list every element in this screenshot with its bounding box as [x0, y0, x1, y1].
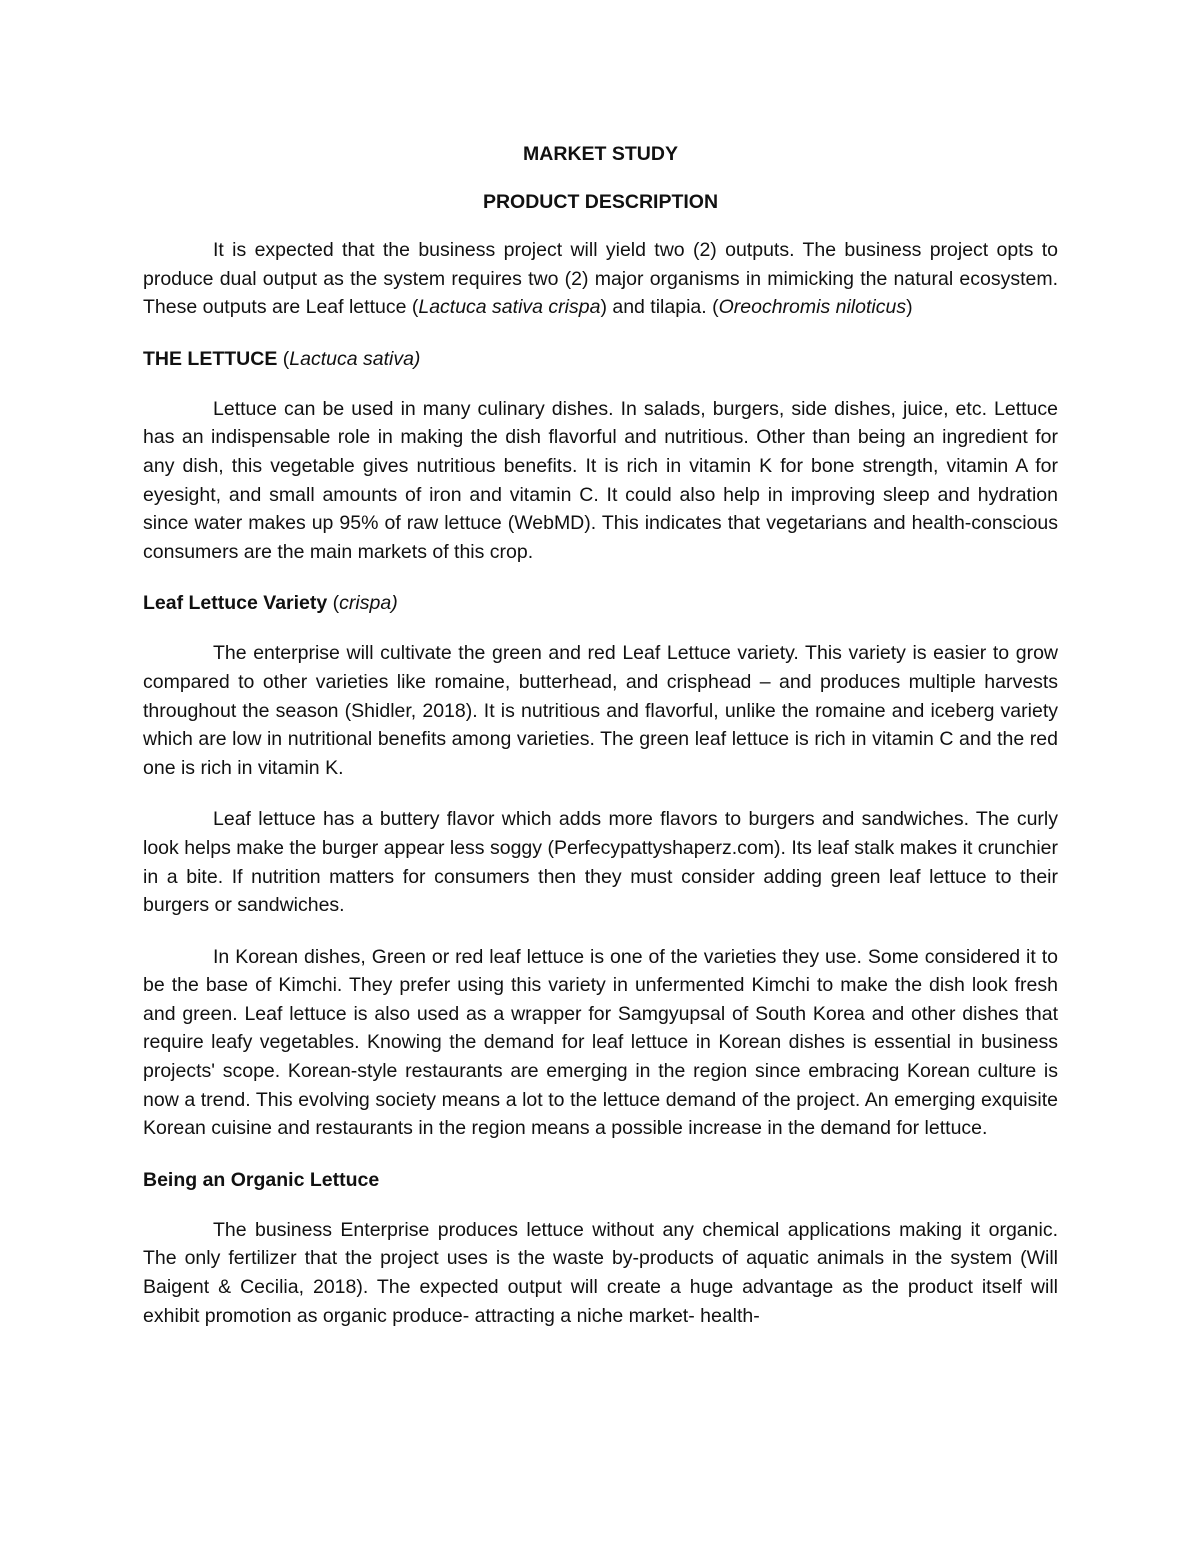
leaf-variety-paragraph-3: In Korean dishes, Green or red leaf lettuce is one of the varieties they use. Some considered it to be the base of Kimchi. They prefer using this variety in unfermented Kimchi to make the dish look fresh and green. Leaf lettuce is also used as a wrapper for Samgyupsal of South Korea and other dishes that require leafy vegetables. Knowing the demand for leaf lettuce in Korean dishes is essential in business projects' scope. Korean-style restaurants are emerging in the region since embracing Korean culture is now a trend. This evolving society means a lot to the lettuce demand of the project. An emerging exquisite Korean cuisine and restaurants in the region means a possible increase in the demand for lettuce. [143, 945, 1058, 1140]
heading-the-lettuce-italic: Lactuca sativa) [289, 347, 421, 370]
document-title: MARKET STUDY [523, 143, 678, 165]
section-title-product-description: PRODUCT DESCRIPTION [482, 191, 719, 213]
heading-the-lettuce-paren: ( [277, 347, 290, 370]
heading-leaf-lettuce-italic: crispa) [339, 592, 398, 615]
heading-leaf-lettuce-bold: Leaf Lettuce Variety [143, 592, 328, 615]
intro-text-2: ) and tilapia. ( [600, 296, 719, 319]
heading-organic-lettuce [143, 1166, 1058, 1194]
intro-text-3: ) [906, 296, 913, 319]
leaf-variety-paragraph-1: The enterprise will cultivate the green and red Leaf Lettuce variety. This variety is easier to grow compared to other varieties like romaine, butterhead, and crisphead – and produces multiple harvests throughout the season (Shidler, 2018). It is nutritious and flavorful, unlike the romaine and iceberg variety which are low in nutritional benefits among varieties. The green leaf lettuce is rich in vitamin C and the red one is rich in vitamin K. [143, 642, 1058, 779]
heading-leaf-lettuce-variety [143, 589, 1058, 617]
intro-text-1: It is expected that the business project will yield two (2) outputs. The business project opts to produce dual output as the system requires two (2) major organisms in mimicking the natural ecosystem. These outputs are Leaf lettuce ( [143, 239, 1058, 319]
heading-the-lettuce-bold: THE LETTUCE [143, 347, 278, 370]
intro-species-lettuce: Lactuca sativa crispa [418, 296, 601, 319]
lettuce-paragraph: Lettuce can be used in many culinary dishes. In salads, burgers, side dishes, juice, etc. Lettuce has an indispensable role in making the dish flavorful and nutritious. Other than being an ingredient for any dish, this vegetable gives nutritious benefits. It is rich in vitamin K for bone strength, vitamin A for eyesight, and small amounts of iron and vitamin C. It could also help in improving sleep and hydration since water makes up 95% of raw lettuce (WebMD). This indicates that vegetarians and health-conscious consumers are the main markets of this crop. [143, 397, 1058, 563]
heading-the-lettuce [143, 345, 1058, 373]
heading-leaf-lettuce-paren: ( [327, 592, 340, 615]
intro-species-tilapia: Oreochromis niloticus [718, 296, 907, 319]
heading-organic-bold: Being an Organic Lettuce [143, 1168, 380, 1191]
organic-paragraph: The business Enterprise produces lettuce without any chemical applications making it organic. The only fertilizer that the project uses is the waste by-products of aquatic animals in the system (Will Baigent & Cecilia, 2018). The expected output will create a huge advantage as the product itself will exhibit promotion as organic produce- attracting a niche market- health- [143, 1218, 1058, 1327]
leaf-variety-paragraph-2: Leaf lettuce has a buttery flavor which adds more flavors to burgers and sandwiches. The curly look helps make the burger appear less soggy (Perfecypattyshaperz.com). Its leaf stalk makes it crunchier in a bite. If nutrition matters for consumers then they must consider adding green leaf lettuce to their burgers or sandwiches. [143, 808, 1058, 917]
intro-paragraph [143, 236, 1058, 322]
document-page [143, 140, 1058, 1353]
